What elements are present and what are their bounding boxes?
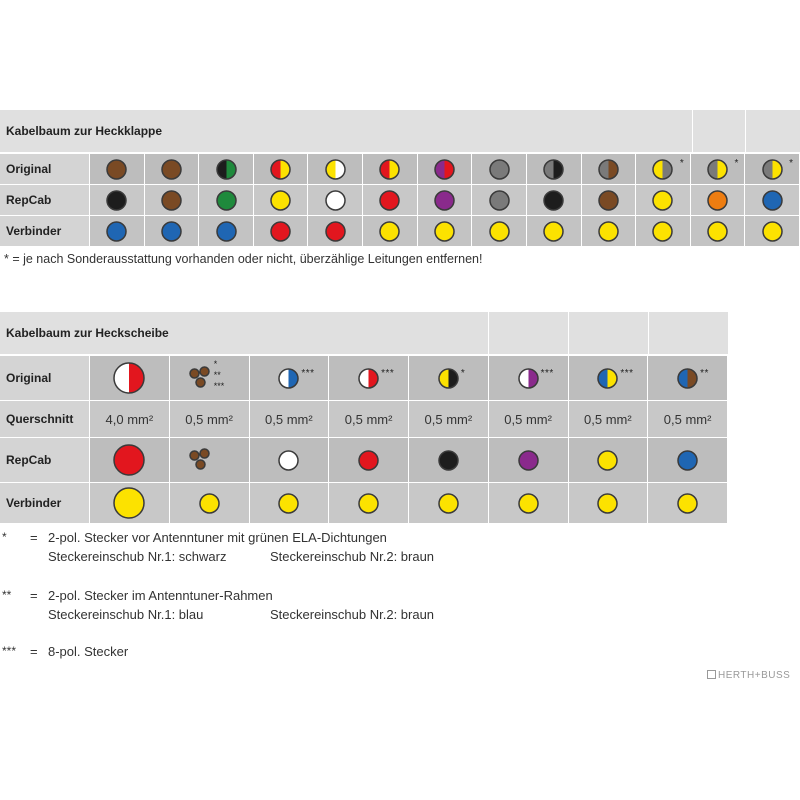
- wire-dot: [325, 221, 346, 242]
- wire-cell: [90, 438, 169, 482]
- wire-cell: [90, 216, 144, 246]
- wire-dot: [597, 493, 618, 514]
- wire-dot: [379, 190, 400, 211]
- wire-cell: [199, 185, 253, 215]
- wire-dot: [707, 221, 728, 242]
- wire-cell: [472, 216, 526, 246]
- wire-cell: [170, 483, 249, 523]
- wire-cell: [489, 483, 568, 523]
- footnote-marker: *: [789, 158, 793, 169]
- wire-dot: [438, 493, 459, 514]
- footnote-marker: ***: [301, 368, 315, 379]
- cross-section-value: 0,5 mm²: [344, 411, 393, 427]
- note-line: Steckereinschub Nr.1: schwarz: [48, 549, 227, 564]
- wire-cell: [582, 185, 636, 215]
- wire-dot: [489, 221, 510, 242]
- wire-dot-small: [199, 366, 210, 377]
- wire-dot: [161, 159, 182, 180]
- note-line: 2-pol. Stecker vor Antenntuner mit grünen ELA-Dichtungen: [48, 530, 387, 545]
- wire-dot: [652, 190, 673, 211]
- table-heckscheibe: [0, 312, 728, 524]
- wire-cell: [569, 356, 648, 400]
- footnote-marker-stack: [214, 359, 225, 392]
- wire-dot: [597, 368, 618, 389]
- wire-dot: [489, 190, 510, 211]
- table1-title-bg: [746, 110, 800, 152]
- row-label-repcab: RepCab: [6, 193, 52, 207]
- cross-section-value: 0,5 mm²: [185, 411, 233, 427]
- logo-mark-icon: [707, 670, 716, 679]
- wire-dot: [707, 190, 728, 211]
- wire-cell: [472, 185, 526, 215]
- wire-cell: [409, 356, 488, 400]
- note-line: 8-pol. Stecker: [48, 644, 129, 659]
- row-label-verbinder: Verbinder: [6, 496, 62, 510]
- cross-section-value: 0,5 mm²: [424, 411, 473, 427]
- wire-dot-small: [195, 377, 206, 388]
- wire-cluster: [187, 364, 217, 392]
- wire-dot: [518, 368, 539, 389]
- wire-dot-small: [195, 459, 206, 470]
- wire-cell: [691, 154, 745, 184]
- wire-cell: [691, 216, 745, 246]
- wire-dot: [598, 159, 619, 180]
- wire-dot: [278, 493, 299, 514]
- wire-dot: [652, 221, 673, 242]
- footnote-marker: *: [734, 158, 739, 169]
- footnote-marker: *: [213, 359, 218, 369]
- wire-cell: [582, 154, 636, 184]
- wire-cell: [472, 154, 526, 184]
- wire-cell: [170, 356, 249, 400]
- wire-cell: [409, 401, 488, 437]
- note-equals: =: [30, 588, 38, 603]
- table2-title-bg: [569, 312, 648, 354]
- wire-dot: [652, 159, 673, 180]
- wire-cell: [90, 185, 144, 215]
- wire-cell: [648, 356, 727, 400]
- wire-cell: [691, 185, 745, 215]
- row-label-original: Original: [6, 162, 52, 176]
- cross-section-value: 0,5 mm²: [504, 411, 552, 427]
- wire-dot: [518, 493, 539, 514]
- wire-cluster: [187, 446, 217, 474]
- wire-dot: [216, 190, 237, 211]
- footnote-marker: **: [213, 370, 221, 380]
- wire-cell: [363, 216, 417, 246]
- footnote-marker: **: [700, 368, 709, 379]
- wire-dot: [434, 190, 455, 211]
- note-equals: =: [30, 530, 38, 545]
- wire-dot: [325, 190, 346, 211]
- wire-cell: [199, 216, 253, 246]
- wire-dot: [358, 368, 379, 389]
- wire-cell: [254, 154, 308, 184]
- wire-cell: [199, 154, 253, 184]
- note-line: Steckereinschub Nr.2: braun: [270, 607, 435, 622]
- wire-dot: [270, 190, 291, 211]
- note-line: Steckereinschub Nr.2: braun: [270, 549, 435, 564]
- wire-cell: [250, 483, 329, 523]
- wire-dot: [379, 221, 400, 242]
- wire-dot: [597, 450, 618, 471]
- wire-cell: [90, 483, 169, 523]
- wire-dot: [278, 450, 299, 471]
- wire-cell: [250, 356, 329, 400]
- wire-cell: [308, 185, 362, 215]
- wire-cell: [745, 185, 799, 215]
- wire-dot: [113, 487, 145, 519]
- footnote-marker: ***: [381, 368, 395, 379]
- wire-cell: [254, 185, 308, 215]
- wire-cell: [636, 185, 690, 215]
- wire-cell: [363, 154, 417, 184]
- wire-cell: [170, 401, 249, 437]
- wire-dot: [677, 450, 698, 471]
- wire-dot: [543, 221, 564, 242]
- wire-dot: [270, 221, 291, 242]
- wire-dot: [106, 159, 127, 180]
- wire-cell: [418, 154, 472, 184]
- row-label-querschnitt: Querschnitt: [6, 412, 74, 426]
- wire-dot: [113, 362, 145, 394]
- wire-dot: [216, 159, 237, 180]
- wire-cell: [648, 401, 727, 437]
- wire-dot: [161, 221, 182, 242]
- wire-dot: [598, 221, 619, 242]
- wire-cell: [569, 483, 648, 523]
- wire-cell: [418, 216, 472, 246]
- wire-dot: [199, 493, 220, 514]
- wire-dot: [161, 190, 182, 211]
- wire-cell: [489, 356, 568, 400]
- wire-cell: [308, 154, 362, 184]
- note-symbol: *: [2, 530, 7, 544]
- wire-dot: [379, 159, 400, 180]
- wire-cell: [90, 356, 169, 400]
- cross-section-value: 0,5 mm²: [584, 411, 632, 427]
- wire-cell: [145, 216, 199, 246]
- footnote-marker: *: [679, 158, 684, 169]
- wire-dot: [113, 444, 145, 476]
- wire-dot: [278, 368, 299, 389]
- wire-cell: [636, 154, 690, 184]
- wire-cell: [527, 154, 581, 184]
- wire-cell: [329, 483, 408, 523]
- wire-cell: [418, 185, 472, 215]
- wire-cell: [145, 154, 199, 184]
- wire-cell: [569, 401, 648, 437]
- table2-title-bg: [649, 312, 728, 354]
- wire-dot: [543, 159, 564, 180]
- note-line: 2-pol. Stecker im Antenntuner-Rahmen: [48, 588, 273, 603]
- wire-cell: [145, 185, 199, 215]
- wire-dot: [677, 368, 698, 389]
- note-symbol: **: [2, 588, 12, 602]
- note-line: Steckereinschub Nr.1: blau: [48, 607, 204, 622]
- table1-title: Kabelbaum zur Heckklappe: [6, 124, 163, 138]
- brand-logo: HERTH+BUSS: [707, 670, 790, 681]
- table1-title-bg: [693, 110, 745, 152]
- wire-cell: [527, 216, 581, 246]
- wire-cell: [254, 216, 308, 246]
- wire-dot: [106, 221, 127, 242]
- wire-dot: [707, 159, 728, 180]
- cross-section-value: 0,5 mm²: [265, 411, 313, 427]
- wire-dot: [762, 221, 783, 242]
- wire-cell: [409, 438, 488, 482]
- wire-cell: [90, 154, 144, 184]
- note-equals: =: [30, 644, 38, 659]
- wire-cell: [745, 154, 799, 184]
- wire-dot: [434, 221, 455, 242]
- wire-dot: [325, 159, 346, 180]
- wire-cell: [648, 438, 727, 482]
- wire-cell: [569, 438, 648, 482]
- table-heckklappe: [0, 110, 800, 242]
- table2-title-bg: [489, 312, 568, 354]
- wire-cell: [363, 185, 417, 215]
- row-label-verbinder: Verbinder: [6, 224, 62, 238]
- wire-dot: [489, 159, 510, 180]
- wire-cell: [308, 216, 362, 246]
- wire-dot: [677, 493, 698, 514]
- wire-dot: [762, 159, 783, 180]
- wire-dot: [438, 450, 459, 471]
- footnote-marker: ***: [620, 368, 634, 379]
- footnote-table1: * = je nach Sonderausstattung vorhanden oder nicht, überzählige Leitungen entfernen!: [4, 252, 483, 266]
- wire-cell: [527, 185, 581, 215]
- wire-cell: [170, 438, 249, 482]
- wire-dot: [598, 190, 619, 211]
- wire-cell: [745, 216, 799, 246]
- wire-dot: [543, 190, 564, 211]
- wire-cell: [648, 483, 727, 523]
- wire-dot: [270, 159, 291, 180]
- wire-dot: [762, 190, 783, 211]
- wire-cell: [90, 401, 169, 437]
- cross-section-value: 0,5 mm²: [663, 411, 712, 427]
- wire-cell: [409, 483, 488, 523]
- cross-section-value: 4,0 mm²: [105, 411, 154, 427]
- wire-cell: [489, 401, 568, 437]
- wire-cell: [582, 216, 636, 246]
- table2-title: Kabelbaum zur Heckscheibe: [6, 326, 169, 340]
- wire-cell: [250, 401, 329, 437]
- wire-dot-small: [199, 448, 210, 459]
- wire-dot: [518, 450, 539, 471]
- wire-cell: [636, 216, 690, 246]
- wire-cell: [329, 356, 408, 400]
- footnote-marker: *: [460, 368, 466, 379]
- wire-cell: [250, 438, 329, 482]
- row-label-repcab: RepCab: [6, 453, 52, 467]
- wire-dot: [434, 159, 455, 180]
- wire-cell: [329, 438, 408, 482]
- footnote-marker: ***: [213, 381, 225, 391]
- wire-dot: [438, 368, 459, 389]
- wire-cell: [489, 438, 568, 482]
- wire-dot: [358, 493, 379, 514]
- footnote-marker: ***: [540, 368, 554, 379]
- wire-dot: [106, 190, 127, 211]
- wire-cell: [329, 401, 408, 437]
- wire-dot: [216, 221, 237, 242]
- wire-dot: [358, 450, 379, 471]
- note-symbol: ***: [2, 644, 17, 658]
- row-label-original: Original: [6, 371, 52, 385]
